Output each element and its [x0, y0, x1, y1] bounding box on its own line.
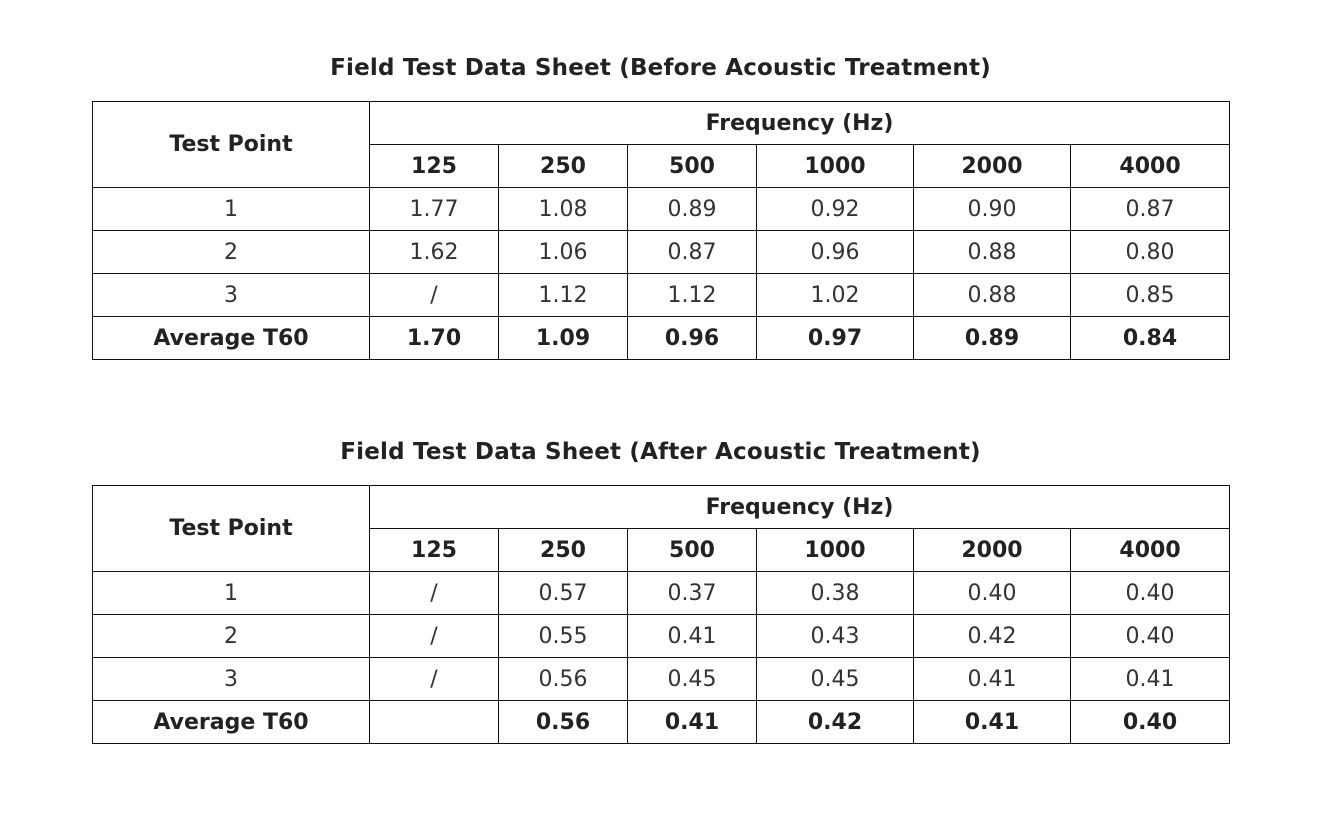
table-row	[93, 231, 1230, 274]
table-cell: 0.96	[757, 231, 914, 274]
table-cell: 1.77	[370, 188, 499, 231]
table-cell: 0.40	[1071, 615, 1230, 658]
test-point-header: Test Point	[93, 102, 370, 188]
table-cell: 1.62	[370, 231, 499, 274]
test-point-label: 2	[93, 615, 370, 658]
table-cell: 0.45	[628, 658, 757, 701]
table-cell: 0.92	[757, 188, 914, 231]
table-cell: 1.12	[628, 274, 757, 317]
table-cell: 0.41	[628, 615, 757, 658]
table-cell: /	[370, 572, 499, 615]
frequency-group-header: Frequency (Hz)	[370, 102, 1230, 145]
frequency-header: 250	[499, 529, 628, 572]
sheet-title: Field Test Data Sheet (After Acoustic Treatment)	[340, 439, 981, 465]
table-cell: 0.85	[1071, 274, 1230, 317]
average-cell: 0.96	[628, 317, 757, 360]
data-table-before	[92, 101, 1230, 360]
frequency-header: 2000	[914, 145, 1071, 188]
average-cell: 0.40	[1071, 701, 1230, 744]
table-cell: 1.08	[499, 188, 628, 231]
table-cell: 0.42	[914, 615, 1071, 658]
average-cell: 0.84	[1071, 317, 1230, 360]
table-cell: 0.41	[1071, 658, 1230, 701]
frequency-header: 1000	[757, 529, 914, 572]
table-cell: 0.57	[499, 572, 628, 615]
table-cell: 0.43	[757, 615, 914, 658]
table-cell: 0.87	[1071, 188, 1230, 231]
frequency-header: 500	[628, 529, 757, 572]
table-row	[93, 572, 1230, 615]
average-cell: 1.09	[499, 317, 628, 360]
test-point-label: 3	[93, 658, 370, 701]
frequency-header: 4000	[1071, 145, 1230, 188]
average-label: Average T60	[93, 317, 370, 360]
table-cell: 0.90	[914, 188, 1071, 231]
table-cell: /	[370, 274, 499, 317]
test-point-label: 1	[93, 572, 370, 615]
table-cell: 1.02	[757, 274, 914, 317]
table-cell: 0.40	[914, 572, 1071, 615]
table-cell: 0.55	[499, 615, 628, 658]
table-row	[93, 274, 1230, 317]
frequency-header: 1000	[757, 145, 914, 188]
test-point-label: 3	[93, 274, 370, 317]
frequency-header: 125	[370, 529, 499, 572]
average-cell: 0.89	[914, 317, 1071, 360]
test-point-label: 1	[93, 188, 370, 231]
frequency-header: 250	[499, 145, 628, 188]
average-cell: 0.42	[757, 701, 914, 744]
average-cell: 0.41	[914, 701, 1071, 744]
table-cell: 0.37	[628, 572, 757, 615]
average-cell: 1.70	[370, 317, 499, 360]
frequency-header: 125	[370, 145, 499, 188]
sheet-title: Field Test Data Sheet (Before Acoustic Treatment)	[330, 55, 991, 81]
table-cell: /	[370, 658, 499, 701]
average-cell: 0.97	[757, 317, 914, 360]
table-row	[93, 615, 1230, 658]
header-row	[93, 102, 1230, 145]
table-cell: 1.06	[499, 231, 628, 274]
table-cell: 0.41	[914, 658, 1071, 701]
table-cell: 0.45	[757, 658, 914, 701]
table-row	[93, 658, 1230, 701]
table-cell: 1.12	[499, 274, 628, 317]
test-point-header: Test Point	[93, 486, 370, 572]
table-cell: 0.56	[499, 658, 628, 701]
table-cell: 0.87	[628, 231, 757, 274]
table-cell: 0.89	[628, 188, 757, 231]
frequency-header: 500	[628, 145, 757, 188]
frequency-group-header: Frequency (Hz)	[370, 486, 1230, 529]
data-table-after	[92, 485, 1230, 744]
average-cell: 0.41	[628, 701, 757, 744]
table-cell: 0.80	[1071, 231, 1230, 274]
table-cell: 0.88	[914, 274, 1071, 317]
test-point-label: 2	[93, 231, 370, 274]
table-cell: 0.38	[757, 572, 914, 615]
frequency-header: 2000	[914, 529, 1071, 572]
average-row	[93, 701, 1230, 744]
average-cell: 0.56	[499, 701, 628, 744]
average-label: Average T60	[93, 701, 370, 744]
average-row	[93, 317, 1230, 360]
frequency-header: 4000	[1071, 529, 1230, 572]
table-cell: /	[370, 615, 499, 658]
table-row	[93, 188, 1230, 231]
table-cell: 0.88	[914, 231, 1071, 274]
table-cell: 0.40	[1071, 572, 1230, 615]
header-row	[93, 486, 1230, 529]
average-cell	[370, 701, 499, 744]
